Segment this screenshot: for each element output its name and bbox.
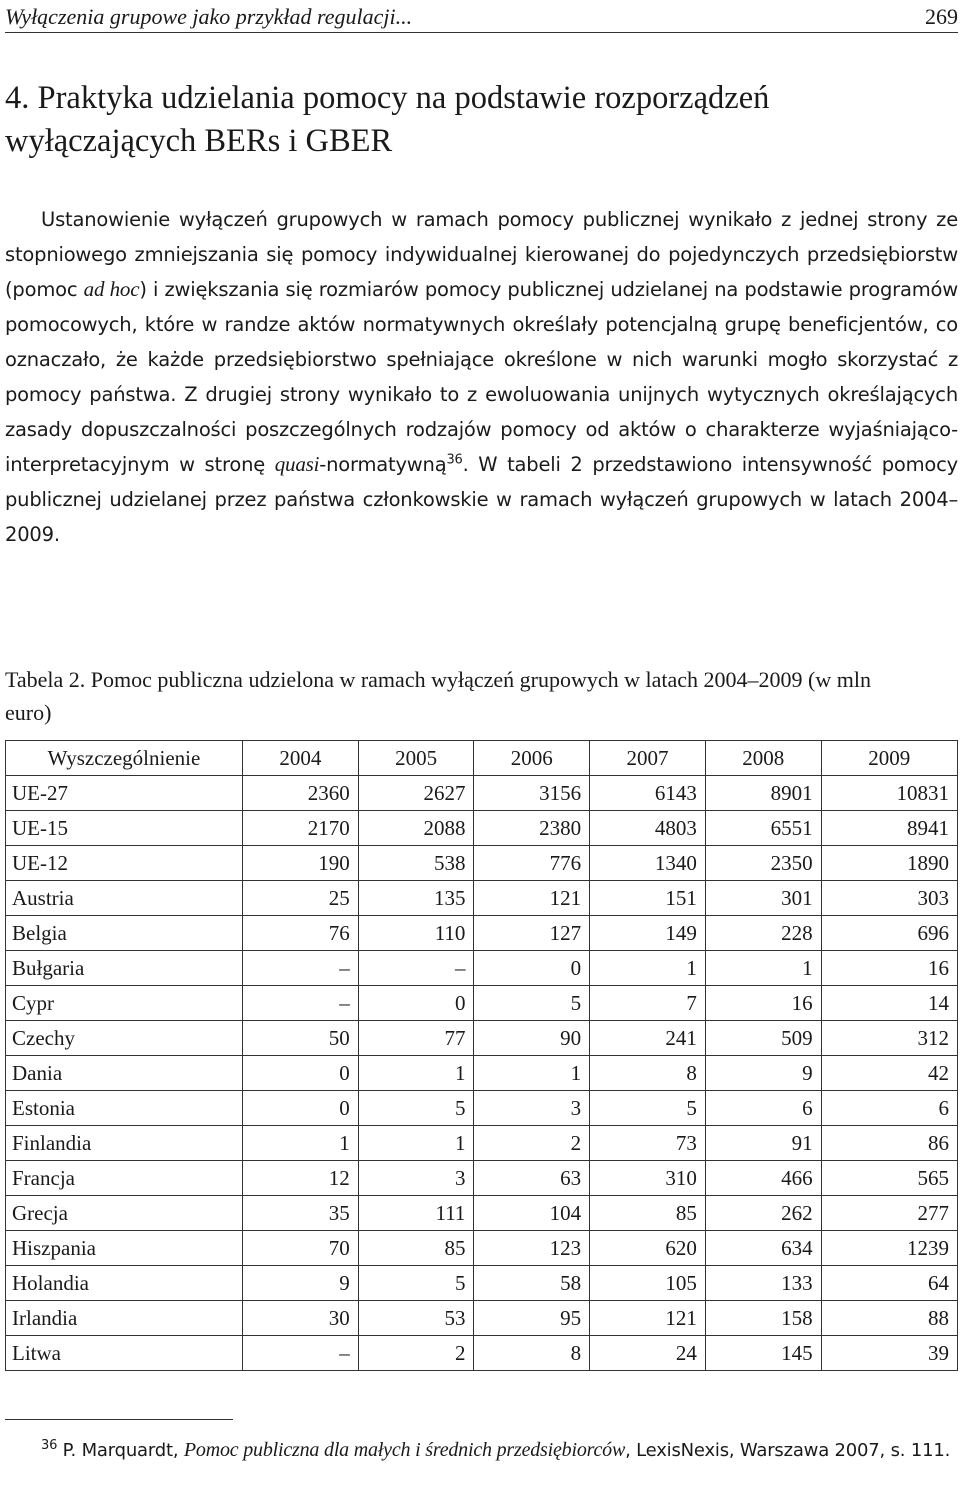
value-cell: 2088 bbox=[358, 811, 474, 846]
value-cell: 3 bbox=[358, 1161, 474, 1196]
value-cell: 2380 bbox=[474, 811, 590, 846]
value-cell: 6143 bbox=[590, 776, 706, 811]
value-cell: 8 bbox=[590, 1056, 706, 1091]
value-cell: 620 bbox=[590, 1231, 706, 1266]
column-header: 2004 bbox=[243, 741, 359, 776]
table-row bbox=[6, 1021, 958, 1056]
footnote-text-2: , LexisNexis, Warszawa 2007, s. 111. bbox=[625, 1440, 951, 1461]
value-cell: 277 bbox=[821, 1196, 957, 1231]
value-cell: 64 bbox=[821, 1266, 957, 1301]
value-cell: 0 bbox=[474, 951, 590, 986]
table-row bbox=[6, 846, 958, 881]
value-cell: 6 bbox=[705, 1091, 821, 1126]
value-cell: 634 bbox=[705, 1231, 821, 1266]
value-cell: 63 bbox=[474, 1161, 590, 1196]
value-cell: 2350 bbox=[705, 846, 821, 881]
value-cell: 190 bbox=[243, 846, 359, 881]
value-cell: 8941 bbox=[821, 811, 957, 846]
value-cell: 0 bbox=[358, 986, 474, 1021]
table-row bbox=[6, 1196, 958, 1231]
value-cell: 0 bbox=[243, 1091, 359, 1126]
value-cell: 5 bbox=[358, 1091, 474, 1126]
value-cell: 135 bbox=[358, 881, 474, 916]
column-header: 2006 bbox=[474, 741, 590, 776]
value-cell: 90 bbox=[474, 1021, 590, 1056]
table-header-row bbox=[6, 741, 958, 776]
value-cell: 24 bbox=[590, 1336, 706, 1371]
running-head-title: Wyłączenia grupowe jako przykład regulacji... bbox=[5, 4, 413, 29]
value-cell: 9 bbox=[705, 1056, 821, 1091]
value-cell: 2360 bbox=[243, 776, 359, 811]
row-label-cell: Litwa bbox=[6, 1336, 243, 1371]
paragraph-italic-2: quasi bbox=[274, 452, 320, 476]
value-cell: 2170 bbox=[243, 811, 359, 846]
row-label-cell: Bułgaria bbox=[6, 951, 243, 986]
value-cell: 76 bbox=[243, 916, 359, 951]
table-row bbox=[6, 1161, 958, 1196]
row-label-cell: Cypr bbox=[6, 986, 243, 1021]
value-cell: 16 bbox=[821, 951, 957, 986]
value-cell: 42 bbox=[821, 1056, 957, 1091]
value-cell: 8901 bbox=[705, 776, 821, 811]
paragraph-text-1: Ustanowienie wyłączeń grupowych w ramach pomocy publicznej wynikało z jednej strony ze stopniowego zmniejszania się pomocy indywidualnej kierowanej do pojedynczych przedsiębiorstw (pomoc bbox=[5, 208, 958, 301]
value-cell: 0 bbox=[243, 1056, 359, 1091]
data-table bbox=[5, 740, 958, 1371]
value-cell: – bbox=[358, 951, 474, 986]
value-cell: 301 bbox=[705, 881, 821, 916]
row-label-cell: Hiszpania bbox=[6, 1231, 243, 1266]
value-cell: 241 bbox=[590, 1021, 706, 1056]
column-header: 2007 bbox=[590, 741, 706, 776]
value-cell: 73 bbox=[590, 1126, 706, 1161]
value-cell: 1 bbox=[358, 1126, 474, 1161]
footnote-number: 36 bbox=[41, 1438, 58, 1453]
chapter-title: 4. Praktyka udzielania pomocy na podstawie rozporządzeń wyłączających BERs i GBER bbox=[5, 80, 770, 159]
value-cell: 1 bbox=[474, 1056, 590, 1091]
row-label-cell: UE-15 bbox=[6, 811, 243, 846]
value-cell: 85 bbox=[590, 1196, 706, 1231]
value-cell: 149 bbox=[590, 916, 706, 951]
table-body bbox=[6, 776, 958, 1371]
value-cell: 1 bbox=[705, 951, 821, 986]
value-cell: 133 bbox=[705, 1266, 821, 1301]
value-cell: 121 bbox=[474, 881, 590, 916]
table-row bbox=[6, 1126, 958, 1161]
value-cell: 6 bbox=[821, 1091, 957, 1126]
value-cell: 158 bbox=[705, 1301, 821, 1336]
value-cell: 58 bbox=[474, 1266, 590, 1301]
value-cell: 303 bbox=[821, 881, 957, 916]
value-cell: 8 bbox=[474, 1336, 590, 1371]
value-cell: 111 bbox=[358, 1196, 474, 1231]
value-cell: 88 bbox=[821, 1301, 957, 1336]
column-header: Wyszczególnienie bbox=[6, 741, 243, 776]
value-cell: 4803 bbox=[590, 811, 706, 846]
column-header: 2009 bbox=[821, 741, 957, 776]
column-header: 2008 bbox=[705, 741, 821, 776]
value-cell: 1 bbox=[358, 1056, 474, 1091]
footnote-divider bbox=[5, 1419, 233, 1420]
value-cell: 5 bbox=[590, 1091, 706, 1126]
value-cell: 85 bbox=[358, 1231, 474, 1266]
footnote-book-title: Pomoc publiczna dla małych i średnich przedsiębiorców bbox=[183, 1439, 626, 1461]
value-cell: 1 bbox=[243, 1126, 359, 1161]
row-label-cell: Irlandia bbox=[6, 1301, 243, 1336]
value-cell: 123 bbox=[474, 1231, 590, 1266]
footnote-text-1: P. Marquardt, bbox=[57, 1440, 184, 1461]
value-cell: 1340 bbox=[590, 846, 706, 881]
value-cell: 25 bbox=[243, 881, 359, 916]
value-cell: 30 bbox=[243, 1301, 359, 1336]
row-label-cell: UE-27 bbox=[6, 776, 243, 811]
value-cell: 91 bbox=[705, 1126, 821, 1161]
row-label-cell: Austria bbox=[6, 881, 243, 916]
row-label-cell: Dania bbox=[6, 1056, 243, 1091]
page-number: 269 bbox=[925, 4, 958, 29]
value-cell: 12 bbox=[243, 1161, 359, 1196]
value-cell: 105 bbox=[590, 1266, 706, 1301]
row-label-cell: Czechy bbox=[6, 1021, 243, 1056]
value-cell: 538 bbox=[358, 846, 474, 881]
value-cell: 151 bbox=[590, 881, 706, 916]
value-cell: 35 bbox=[243, 1196, 359, 1231]
table-row bbox=[6, 1091, 958, 1126]
value-cell: 310 bbox=[590, 1161, 706, 1196]
value-cell: 50 bbox=[243, 1021, 359, 1056]
value-cell: 6551 bbox=[705, 811, 821, 846]
value-cell: 776 bbox=[474, 846, 590, 881]
value-cell: 5 bbox=[358, 1266, 474, 1301]
table-row bbox=[6, 986, 958, 1021]
body-paragraph bbox=[5, 202, 958, 552]
value-cell: 466 bbox=[705, 1161, 821, 1196]
running-head bbox=[5, 2, 958, 33]
paragraph-italic-1: ad hoc bbox=[83, 277, 140, 301]
value-cell: – bbox=[243, 1336, 359, 1371]
value-cell: 2 bbox=[474, 1126, 590, 1161]
value-cell: 1890 bbox=[821, 846, 957, 881]
row-label-cell: Belgia bbox=[6, 916, 243, 951]
value-cell: 509 bbox=[705, 1021, 821, 1056]
paragraph-text-2: ) i zwiększania się rozmiarów pomocy publicznej udzielanej na podstawie programów pomocowych, które w randze aktów normatywnych określały potencjalną grupę beneficjentów, co oznaczało, że każde przedsiębiorstwo spełniające określone w nich warunki mogło skorzystać z pomocy państwa. Z drugiej strony wynikało to z ewoluowania unijnych wytycznych określających zasady dopuszczalności poszczególnych rodzajów pomocy od aktów o charakterze wyjaśniająco-interpretacyjnym w stronę bbox=[5, 278, 958, 476]
row-label-cell: UE-12 bbox=[6, 846, 243, 881]
value-cell: – bbox=[243, 986, 359, 1021]
value-cell: 95 bbox=[474, 1301, 590, 1336]
row-label-cell: Holandia bbox=[6, 1266, 243, 1301]
value-cell: 10831 bbox=[821, 776, 957, 811]
paragraph-text-4: . W tabeli 2 przedstawiono intensywność pomocy publicznej udzielanej przez państwa członkowskie w ramach wyłączeń grupowych w latach 2004–2009. bbox=[5, 453, 958, 546]
value-cell: 16 bbox=[705, 986, 821, 1021]
table-caption: Tabela 2. Pomoc publiczna udzielona w ramach wyłączeń grupowych w latach 2004–2009 (w mln euro) bbox=[5, 667, 871, 725]
value-cell: 228 bbox=[705, 916, 821, 951]
value-cell: 2 bbox=[358, 1336, 474, 1371]
value-cell: 1239 bbox=[821, 1231, 957, 1266]
value-cell: – bbox=[243, 951, 359, 986]
table-row bbox=[6, 1266, 958, 1301]
value-cell: 39 bbox=[821, 1336, 957, 1371]
table-row bbox=[6, 881, 958, 916]
value-cell: 110 bbox=[358, 916, 474, 951]
value-cell: 565 bbox=[821, 1161, 957, 1196]
column-header: 2005 bbox=[358, 741, 474, 776]
value-cell: 9 bbox=[243, 1266, 359, 1301]
value-cell: 312 bbox=[821, 1021, 957, 1056]
value-cell: 7 bbox=[590, 986, 706, 1021]
row-label-cell: Estonia bbox=[6, 1091, 243, 1126]
row-label-cell: Francja bbox=[6, 1161, 243, 1196]
table-row bbox=[6, 1056, 958, 1091]
footnote bbox=[5, 1436, 958, 1465]
value-cell: 145 bbox=[705, 1336, 821, 1371]
paragraph-text-3: -normatywną bbox=[319, 453, 447, 476]
table-row bbox=[6, 951, 958, 986]
value-cell: 696 bbox=[821, 916, 957, 951]
table-row bbox=[6, 916, 958, 951]
value-cell: 70 bbox=[243, 1231, 359, 1266]
footnote-reference: 36 bbox=[446, 452, 463, 468]
value-cell: 2627 bbox=[358, 776, 474, 811]
value-cell: 86 bbox=[821, 1126, 957, 1161]
table-row bbox=[6, 1231, 958, 1266]
value-cell: 3156 bbox=[474, 776, 590, 811]
value-cell: 14 bbox=[821, 986, 957, 1021]
value-cell: 5 bbox=[474, 986, 590, 1021]
value-cell: 121 bbox=[590, 1301, 706, 1336]
table-row bbox=[6, 811, 958, 846]
table-row bbox=[6, 1301, 958, 1336]
value-cell: 104 bbox=[474, 1196, 590, 1231]
table-row bbox=[6, 776, 958, 811]
value-cell: 127 bbox=[474, 916, 590, 951]
value-cell: 53 bbox=[358, 1301, 474, 1336]
row-label-cell: Grecja bbox=[6, 1196, 243, 1231]
row-label-cell: Finlandia bbox=[6, 1126, 243, 1161]
value-cell: 3 bbox=[474, 1091, 590, 1126]
table-row bbox=[6, 1336, 958, 1371]
value-cell: 77 bbox=[358, 1021, 474, 1056]
value-cell: 262 bbox=[705, 1196, 821, 1231]
value-cell: 1 bbox=[590, 951, 706, 986]
